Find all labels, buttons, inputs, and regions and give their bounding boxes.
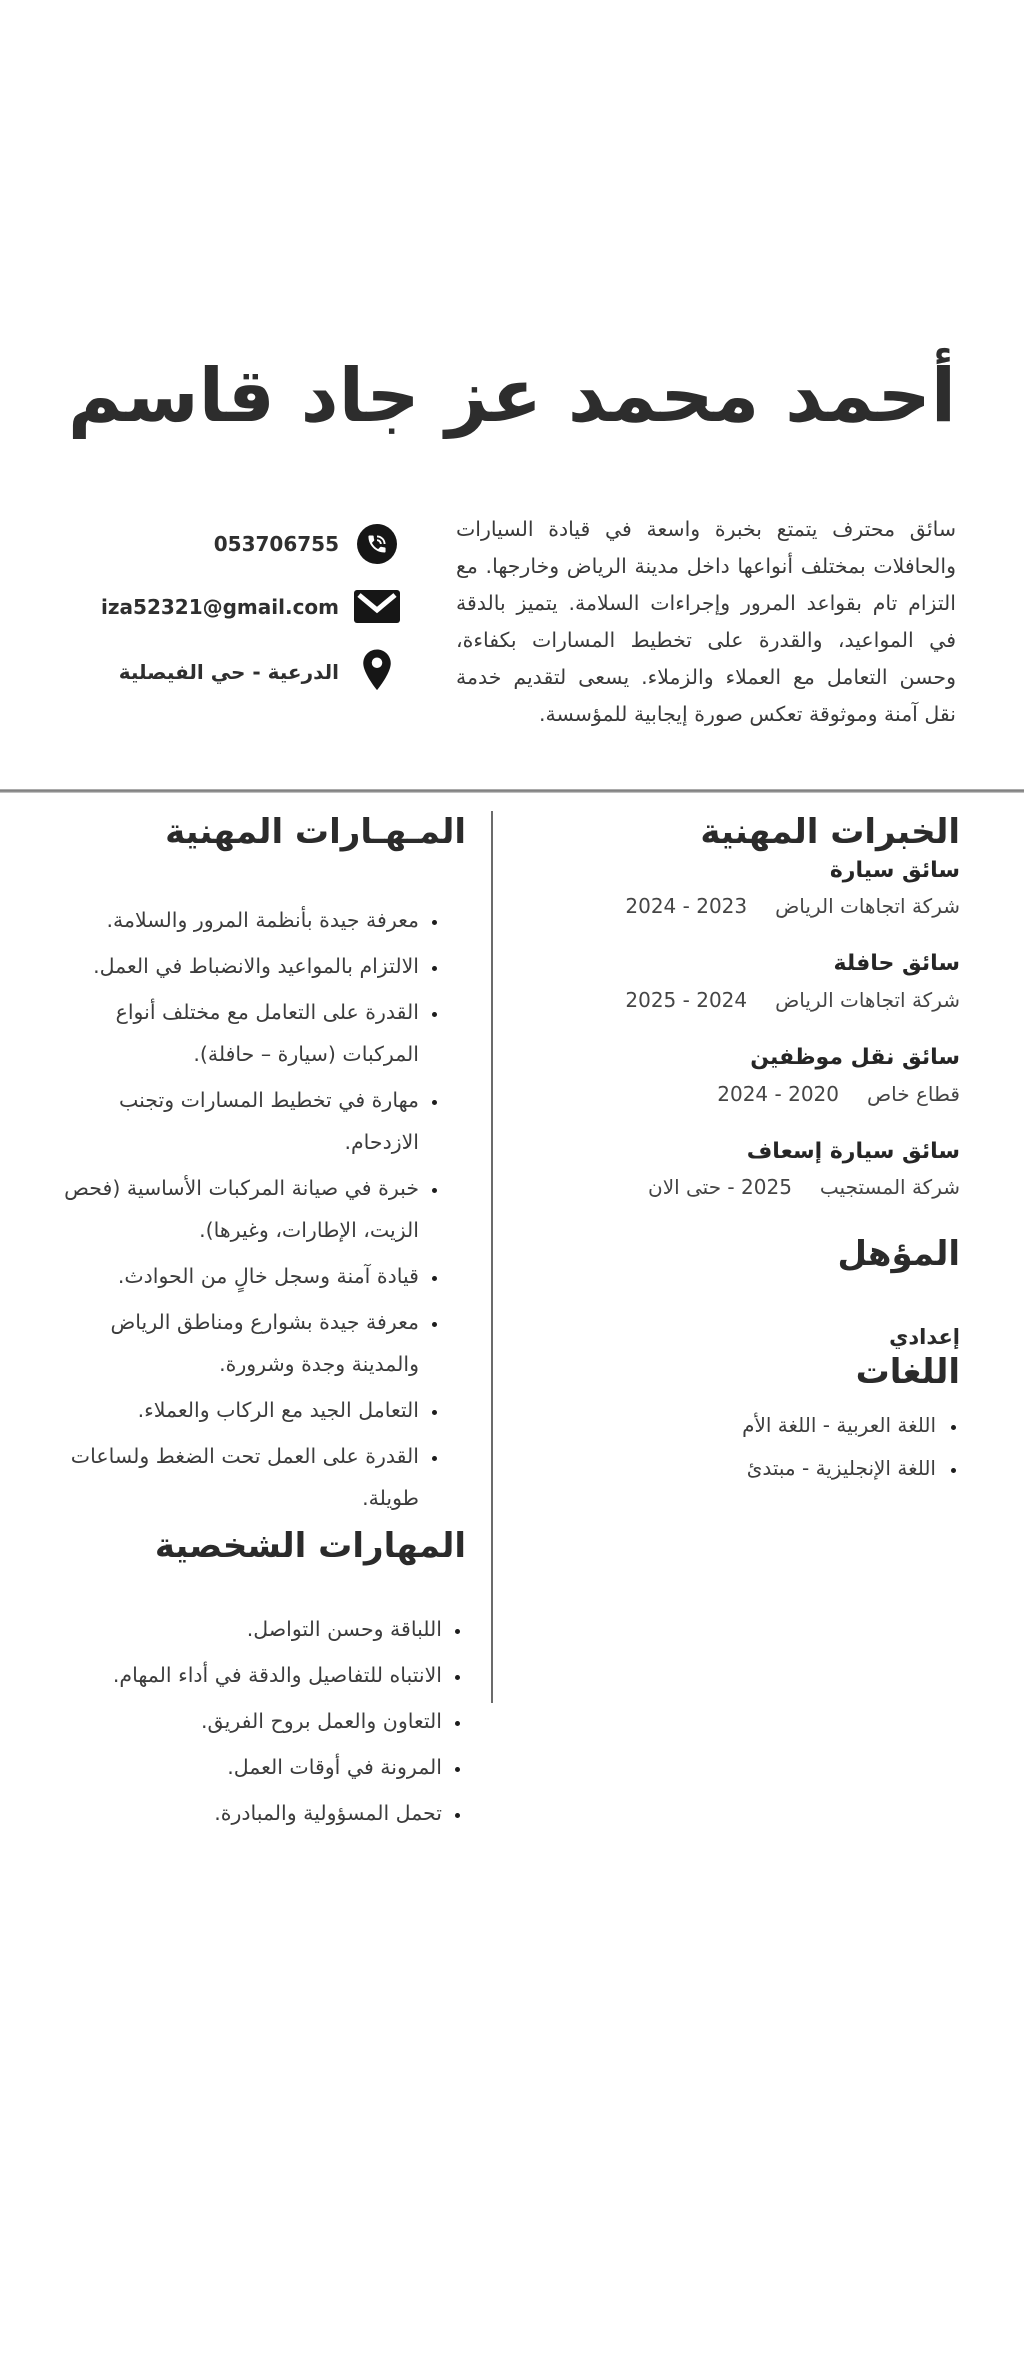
skill-item: • القدرة على العمل تحت الضغط ولساعات طويلة. <box>40 1435 421 1519</box>
experience-column <box>518 809 960 1838</box>
job-title: سائق نقل موظفين <box>750 1044 960 1070</box>
skills-column <box>40 809 466 1838</box>
skill-item: • الالتزام بالمواعيد والانضباط في العمل. <box>40 945 421 987</box>
job-dates: 2024 - 2025 <box>625 987 748 1012</box>
job-dates: 2023 - 2024 <box>625 894 748 919</box>
contact-email: iza52321@gmail.com <box>101 594 339 619</box>
skill-item: • القدرة على التعامل مع مختلف أنواع المركبات (سيارة – حافلة). <box>40 991 421 1075</box>
personal-skill-item: • المرونة في أوقات العمل. <box>40 1746 444 1788</box>
skill-item: • معرفة جيدة بشوارع ومناطق الرياض والمدينة وجدة وشرورة. <box>40 1301 421 1385</box>
personal-skill-item: • تحمل المسؤولية والمبادرة. <box>40 1792 444 1834</box>
job-title: سائق سيارة <box>829 857 960 883</box>
job-dates: 2020 - 2024 <box>717 1081 839 1106</box>
location-icon <box>354 649 400 695</box>
section-title-experience: الخبرات المهنية <box>700 812 960 853</box>
section-title-languages: اللغات <box>855 1351 960 1392</box>
language-item: • اللغة العربية - اللغة الأم <box>518 1412 940 1438</box>
contact-row-email <box>101 590 400 623</box>
job-company: شركة اتجاهات الرياض <box>775 894 960 919</box>
job-company: قطاع خاص <box>867 1081 960 1106</box>
job-title: سائق حافلة <box>833 951 960 977</box>
skill-item: • مهارة في تخطيط المسارات وتجنب الازدحام. <box>40 1079 421 1163</box>
languages-list <box>518 1412 960 1481</box>
skill-item: • خبرة في صيانة المركبات الأساسية (فحص الزيت، الإطارات، وغيرها). <box>40 1167 421 1251</box>
job-company: شركة اتجاهات الرياض <box>775 987 960 1012</box>
phone-icon <box>354 524 400 564</box>
professional-summary: سائق محترف يتمتع بخبرة واسعة في قيادة السيارات والحافلات بمختلف أنواعها داخل مدينة الرياض وخارجها. مع التزام تام بقواعد المرور وإجراءات السلامة. يتميز بالدقة في المواعيد، والقدرة على تخطيط المسارات بكفاءة، وحسن التعامل مع العملاء والزملاء. يسعى لتقديم خدمة نقل آمنة وموثوقة تعكس صورة إيجابية للمؤسسة. <box>456 516 956 726</box>
contact-row-phone <box>214 524 400 564</box>
job-entry <box>518 950 960 1012</box>
job-title: سائق سيارة إسعاف <box>746 1138 960 1164</box>
language-item: • اللغة الإنجليزية - مبتدئ <box>518 1455 940 1481</box>
email-icon <box>354 590 400 623</box>
section-title-professional-skills: المـهـارات المهنية <box>165 812 466 853</box>
qualification-value: إعدادي <box>889 1324 960 1349</box>
section-title-personal-skills: المهارات الشخصية <box>154 1525 466 1566</box>
header-info <box>0 490 1024 753</box>
column-divider <box>491 811 493 1703</box>
section-title-qualification: المؤهل <box>837 1234 960 1275</box>
page-root <box>0 348 1024 2376</box>
contact-location: الدرعية - حي الفيصلية <box>118 660 339 685</box>
job-entry <box>518 857 960 919</box>
personal-skill-item: • التعاون والعمل بروح الفريق. <box>40 1700 444 1742</box>
job-company: شركة المستجيب <box>819 1175 960 1200</box>
skill-item: • معرفة جيدة بأنظمة المرور والسلامة. <box>40 899 421 941</box>
skill-item: • التعامل الجيد مع الركاب والعملاء. <box>40 1389 421 1431</box>
personal-skill-item: • الانتباه للتفاصيل والدقة في أداء المهام. <box>40 1654 444 1696</box>
personal-skills-list <box>40 1608 466 1834</box>
job-meta <box>518 1175 960 1199</box>
job-entry <box>518 1044 960 1106</box>
skill-item: • قيادة آمنة وسجل خالٍ من الحوادث. <box>40 1255 421 1297</box>
contact-block <box>101 490 400 695</box>
job-meta <box>518 894 960 918</box>
contact-phone: 053706755 <box>213 532 339 557</box>
professional-skills-list <box>40 899 466 1519</box>
candidate-name: أحمد محمد عز جاد قاسم <box>67 353 957 439</box>
job-meta <box>518 988 960 1012</box>
job-meta <box>518 1082 960 1106</box>
personal-skill-item: • اللباقة وحسن التواصل. <box>40 1608 444 1650</box>
contact-row-location <box>119 649 400 695</box>
main-columns <box>0 793 1024 1838</box>
job-entry <box>518 1138 960 1200</box>
job-dates: 2025 - حتى الان <box>648 1175 792 1200</box>
